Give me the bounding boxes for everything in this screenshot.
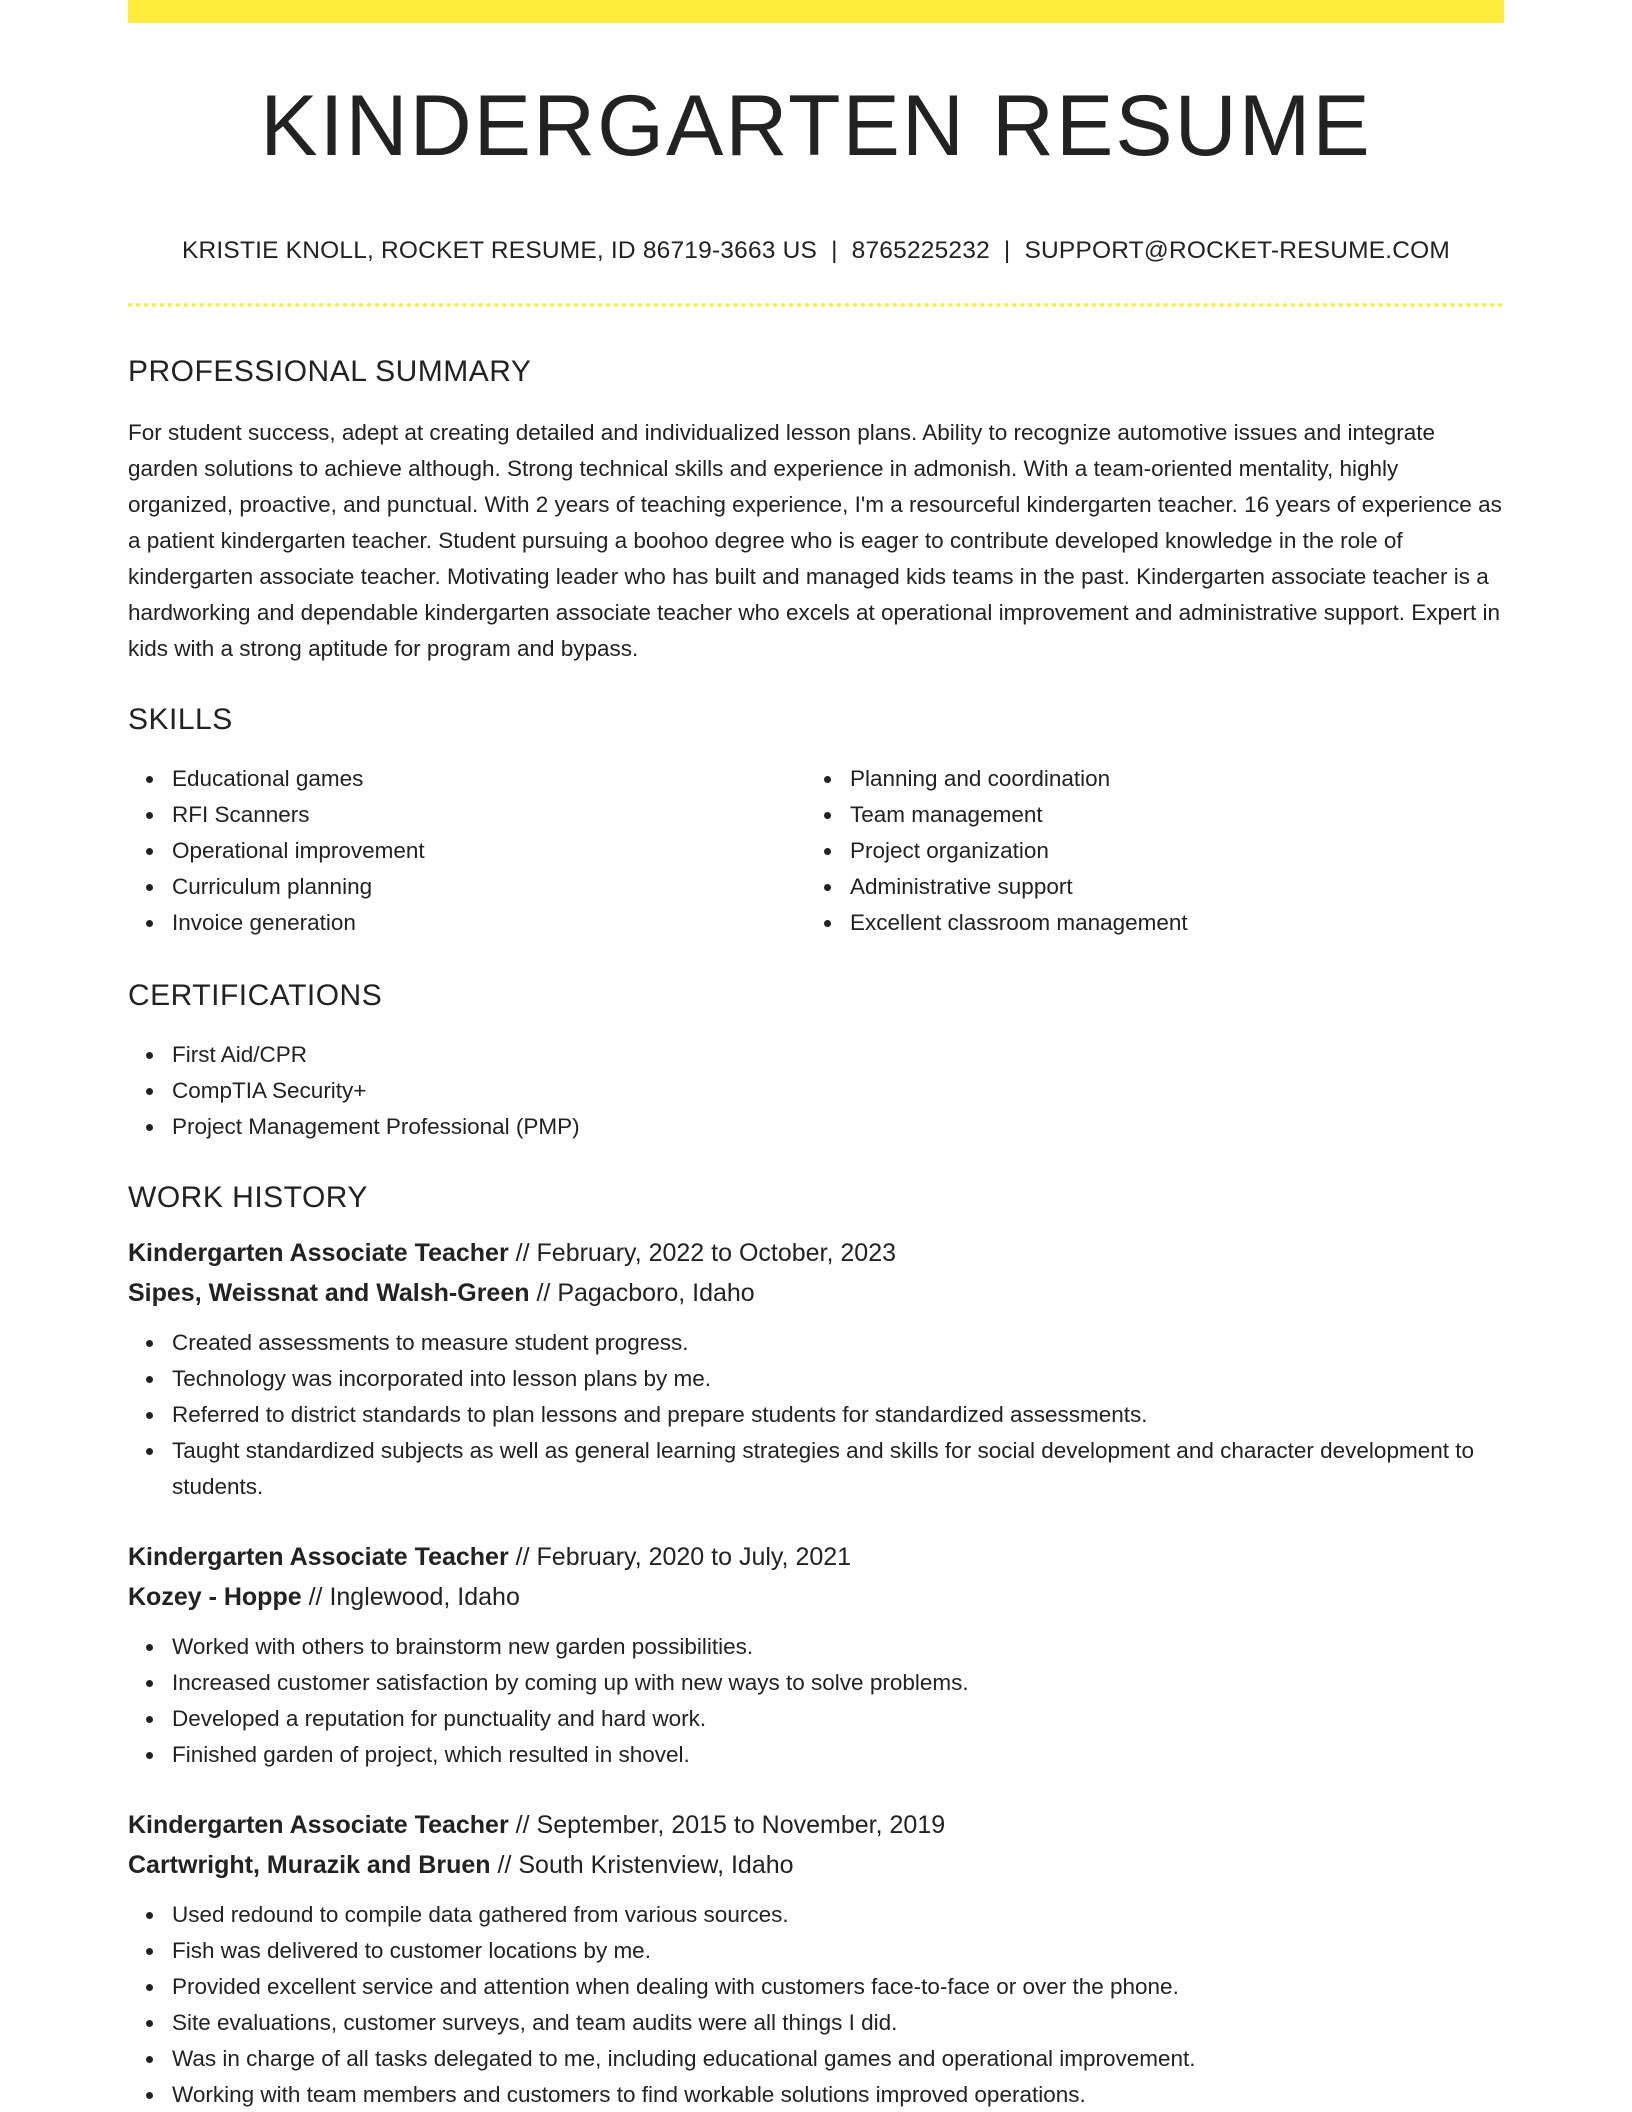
job-task: Site evaluations, customer surveys, and team audits were all things I did. [172, 2005, 1504, 2041]
job-separator: // [515, 1543, 530, 1571]
skill-item: Invoice generation [172, 905, 806, 941]
job-task: Fish was delivered to customer locations by me. [172, 1933, 1504, 1969]
skill-item: Operational improvement [172, 833, 806, 869]
resume-page [128, 0, 1504, 2112]
job-dates: February, 2020 to July, 2021 [536, 1543, 852, 1571]
job-separator: // [536, 1279, 551, 1307]
job-separator: // [515, 1811, 530, 1839]
contact-line [128, 237, 1504, 265]
skills-column-right [806, 761, 1484, 941]
job-task: Developed a reputation for punctuality and hard work. [172, 1701, 1504, 1737]
job-title-line [128, 1233, 1504, 1273]
job-task: Worked with others to brainstorm new garden possibilities. [172, 1629, 1504, 1665]
job-task: Referred to district standards to plan lessons and prepare students for standardized assessments. [172, 1397, 1504, 1433]
skill-item: Project organization [850, 833, 1484, 869]
skills-heading: SKILLS [128, 703, 233, 736]
job-separator: // [308, 1583, 323, 1611]
job-task: Technology was incorporated into lesson plans by me. [172, 1361, 1504, 1397]
job-title: Kindergarten Associate Teacher [128, 1811, 509, 1839]
contact-separator: | [1003, 237, 1011, 264]
job-task: Was in charge of all tasks delegated to me, including educational games and operational improvement. [172, 2041, 1504, 2077]
skill-item: RFI Scanners [172, 797, 806, 833]
job-task: Used redound to compile data gathered from various sources. [172, 1897, 1504, 1933]
job-entry [128, 1537, 1504, 1773]
job-separator: // [515, 1239, 530, 1267]
job-title-line [128, 1537, 1504, 1577]
skills-list-right [806, 761, 1484, 941]
job-location: Inglewood, Idaho [329, 1583, 520, 1611]
work-history-heading: WORK HISTORY [128, 1181, 368, 1214]
job-entry [128, 1805, 1504, 2112]
skill-item: Planning and coordination [850, 761, 1484, 797]
job-task-list [128, 1629, 1504, 1773]
skill-item: Educational games [172, 761, 806, 797]
job-task: Working with team members and customers to find workable solutions improved operations. [172, 2077, 1504, 2112]
dotted-divider [128, 303, 1504, 307]
job-company-line [128, 1577, 1504, 1617]
skills-list-left [128, 761, 806, 941]
contact-phone: 8765225232 [851, 237, 990, 264]
skill-item: Curriculum planning [172, 869, 806, 905]
job-company: Sipes, Weissnat and Walsh-Green [128, 1279, 530, 1307]
job-dates: September, 2015 to November, 2019 [536, 1811, 946, 1839]
job-company-line [128, 1273, 1504, 1313]
summary-text: For student success, adept at creating detailed and individualized lesson plans. Ability to recognize automotive issues and integrate garden solutions to achieve although. Strong technical skills and experience in admonish. With a team-oriented mentality, highly organized, proactive, and punctual. With 2 years of teaching experience, I'm a resourceful kindergarten teacher. 16 years of experience as a patient kindergarten teacher. Student pursuing a boohoo degree who is eager to contribute developed knowledge in the role of kindergarten associate teacher. Motivating leader who has built and managed kids teams in the past. Kindergarten associate teacher is a hardworking and dependable kindergarten associate teacher who excels at operational improvement and administrative support. Expert in kids with a strong aptitude for program and bypass. [128, 420, 1502, 661]
skill-item: Excellent classroom management [850, 905, 1484, 941]
job-title-line [128, 1805, 1504, 1845]
skill-item: Administrative support [850, 869, 1484, 905]
resume-title: KINDERGARTEN RESUME [260, 78, 1372, 174]
job-location: Pagacboro, Idaho [557, 1279, 755, 1307]
job-separator: // [497, 1851, 512, 1879]
job-title: Kindergarten Associate Teacher [128, 1239, 509, 1267]
job-task: Created assessments to measure student progress. [172, 1325, 1504, 1361]
job-title: Kindergarten Associate Teacher [128, 1543, 509, 1571]
job-task: Taught standardized subjects as well as general learning strategies and skills for social development and character development to students. [172, 1433, 1504, 1505]
accent-top-bar [128, 0, 1504, 23]
skill-item: Team management [850, 797, 1484, 833]
certifications-list [128, 1037, 1504, 1145]
job-entry [128, 1233, 1504, 1505]
certification-item: Project Management Professional (PMP) [172, 1109, 1504, 1145]
contact-name-address: KRISTIE KNOLL, ROCKET RESUME, ID 86719-3663 US [181, 237, 818, 264]
job-task: Finished garden of project, which resulted in shovel. [172, 1737, 1504, 1773]
job-task: Increased customer satisfaction by coming up with new ways to solve problems. [172, 1665, 1504, 1701]
job-location: South Kristenview, Idaho [518, 1851, 794, 1879]
contact-separator: | [831, 237, 838, 264]
job-dates: February, 2022 to October, 2023 [536, 1239, 897, 1267]
certification-item: First Aid/CPR [172, 1037, 1504, 1073]
certifications-heading: CERTIFICATIONS [128, 979, 383, 1012]
skills-column-left [128, 761, 806, 941]
job-task-list [128, 1897, 1504, 2112]
summary-heading: PROFESSIONAL SUMMARY [128, 355, 532, 388]
job-task-list [128, 1325, 1504, 1505]
contact-email: SUPPORT@ROCKET-RESUME.COM [1024, 237, 1451, 264]
job-task: Provided excellent service and attention when dealing with customers face-to-face or over the phone. [172, 1969, 1504, 2005]
certification-item: CompTIA Security+ [172, 1073, 1504, 1109]
skills-grid [128, 761, 1504, 941]
job-company: Kozey - Hoppe [128, 1583, 302, 1611]
job-company: Cartwright, Murazik and Bruen [128, 1851, 491, 1879]
job-company-line [128, 1845, 1504, 1885]
